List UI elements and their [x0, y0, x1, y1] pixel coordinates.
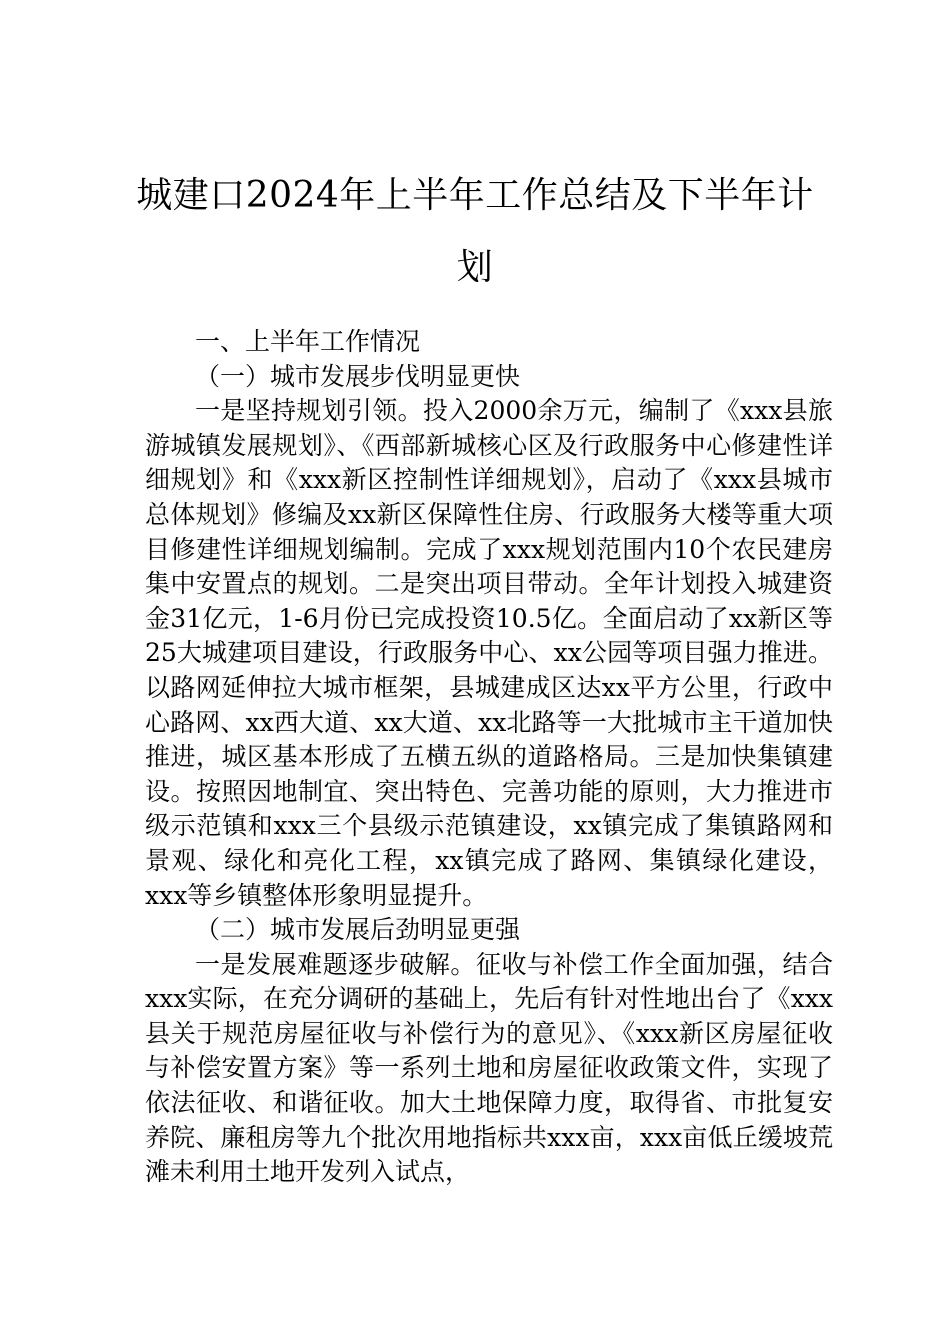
section-heading-1: 一、上半年工作情况: [195, 327, 421, 356]
subsection-heading-1: （一）城市发展步伐明显更快: [195, 361, 521, 391]
paragraph-1: 一是坚持规划引领。投入2000余万元，编制了《xxx县旅游城镇发展规划》、《西部新城核心区及行政服务中心修建性详细规划》和《xxx新区控制性详细规划》，启动了《xxx县城市总体规划》修编及xx新区保障性住房、行政服务大楼等重大项目修建性详细规划编制。完成了xxx规划范围内10个农民建房集中安置点的规划。二是突出项目带动。全年计划投入城建资金31亿元，1-6月份已完成投资10.5亿。全面启动了xx新区等25大城建项目建设，行政服务中心、xx公园等项目强力推进。以路网延伸拉大城市框架，县城建成区达xx平方公里，行政中心路网、xx西大道、xx大道、xx北路等一大批城市主干道加快推进，城区基本形成了五横五纵的道路格局。三是加快集镇建设。按照因地制宜、突出特色、完善功能的原则，大力推进市级示范镇和xxx三个县级示范镇建设，xx镇完成了集镇路网和景观、绿化和亮化工程，xx镇完成了路网、集镇绿化建设，xxx等乡镇整体形象明显提升。: [145, 396, 833, 910]
document-title: [120, 160, 830, 304]
paragraph-2: 一是发展难题逐步破解。征收与补偿工作全面加强，结合xxx实际，在充分调研的基础上，先后有针对性地出台了《xxx县关于规范房屋征收与补偿行为的意见》、《xxx新区房屋征收与补偿安置方案》等一系列土地和房屋征收政策文件，实现了依法征收、和谐征收。加大土地保障力度，取得省、市批复安养院、廉租房等九个批次用地指标共xxx亩，xxx亩低丘缓坡荒滩未利用土地开发列入试点，: [145, 949, 833, 1187]
subsection-heading-2: （二）城市发展后劲明显更强: [195, 915, 521, 945]
document-body: [145, 325, 833, 1190]
title-line-2: 划: [456, 247, 494, 288]
title-line-1: 城建口2024年上半年工作总结及下半年计: [136, 175, 814, 216]
